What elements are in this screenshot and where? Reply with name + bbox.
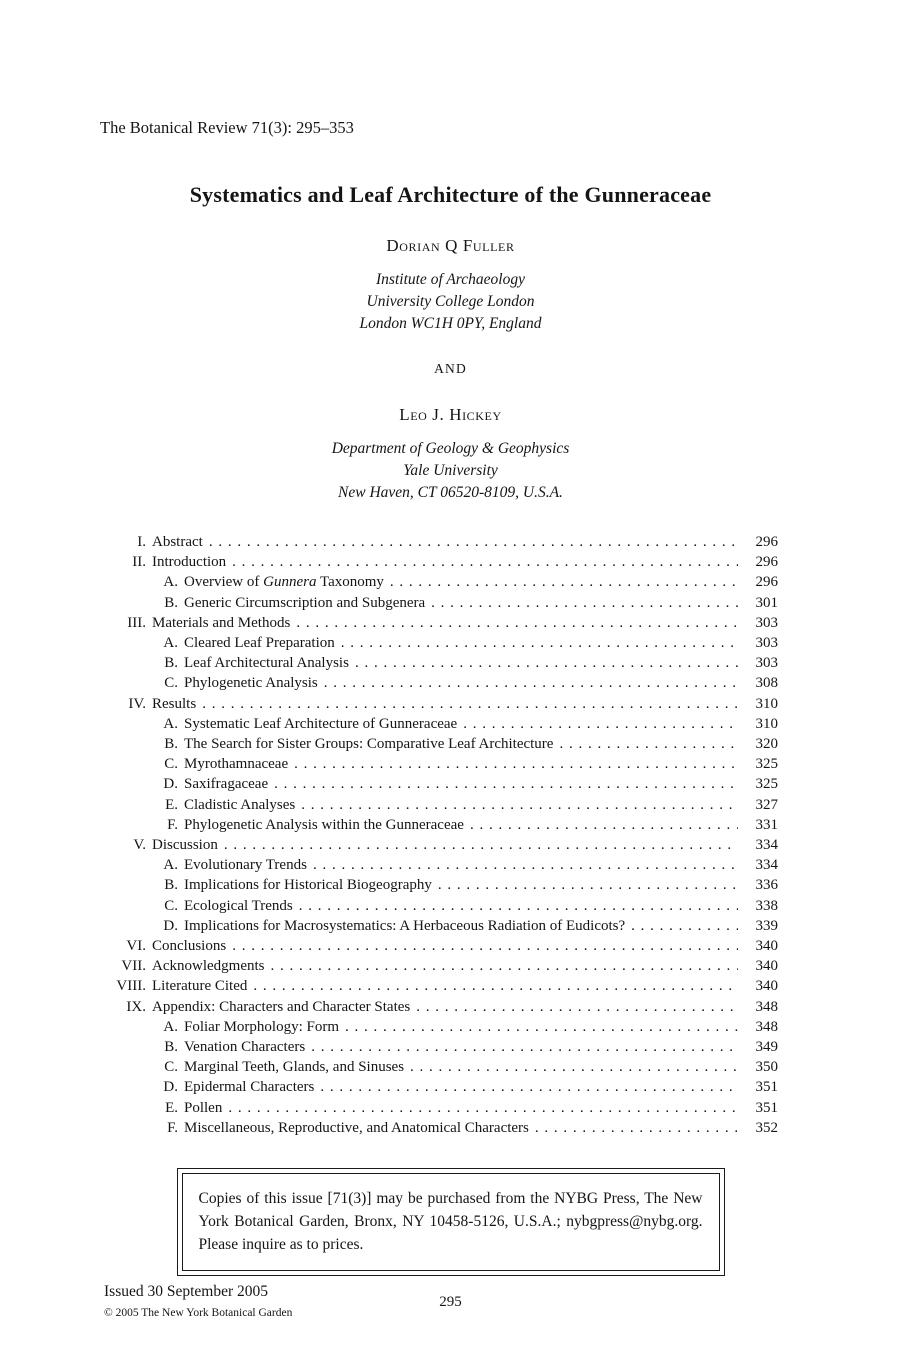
- toc-entry: [100, 1037, 778, 1057]
- toc-entry: [100, 734, 778, 754]
- affiliation-line: University College London: [366, 293, 535, 310]
- toc-entry-numeral: A.: [163, 1018, 178, 1035]
- toc-leader-dots: [202, 694, 738, 714]
- toc-entry-numeral: A.: [163, 857, 178, 874]
- toc-entry-label: Literature Cited: [152, 978, 248, 995]
- toc-entry-page: 296: [755, 574, 778, 591]
- toc-entry-page: 303: [755, 614, 778, 631]
- purchase-notice-box: [177, 1168, 725, 1276]
- toc-entry: [100, 714, 778, 734]
- toc-entry-numeral: B.: [164, 1039, 178, 1056]
- toc-entry-numeral: D.: [163, 776, 178, 793]
- toc-entry-page: 334: [755, 837, 778, 854]
- paper-title: Systematics and Leaf Architecture of the Gunneraceae: [189, 182, 712, 207]
- toc-entry: [100, 976, 778, 996]
- toc-entry-numeral: III.: [127, 614, 146, 631]
- toc-leader-dots: [294, 754, 738, 774]
- toc-entry-page: 350: [755, 1059, 778, 1076]
- toc-entry: [100, 532, 778, 552]
- toc-leader-dots: [345, 1017, 738, 1037]
- toc-entry: [100, 795, 778, 815]
- toc-entry-label: Introduction: [152, 554, 227, 571]
- page-number: 295: [439, 1294, 462, 1310]
- toc-entry: [100, 855, 778, 875]
- toc-entry-label: The Search for Sister Groups: Comparative Leaf Architecture: [184, 736, 554, 753]
- toc-leader-dots: [313, 855, 738, 875]
- toc-entry-numeral: IV.: [128, 695, 146, 712]
- toc-entry-label: Implications for Macrosystematics: A Herbaceous Radiation of Eudicots?: [184, 917, 626, 934]
- toc-entry-numeral: C.: [164, 897, 178, 914]
- toc-entry-page: 331: [755, 816, 778, 833]
- toc-entry-numeral: B.: [164, 736, 178, 753]
- toc-entry-page: 336: [755, 877, 778, 894]
- toc-entry-page: 310: [755, 715, 778, 732]
- toc-entry-page: 301: [755, 594, 778, 611]
- toc-entry-label: Miscellaneous, Reproductive, and Anatomical Characters: [184, 1119, 529, 1136]
- affiliation-line: Institute of Archaeology: [376, 271, 525, 288]
- toc-list: [100, 532, 778, 1138]
- toc-leader-dots: [274, 774, 738, 794]
- affiliation-line: Yale University: [403, 462, 498, 479]
- toc-entry-label: Abstract: [152, 534, 203, 550]
- toc-entry-label: Results: [152, 695, 197, 712]
- toc-entry-numeral: II.: [132, 554, 146, 571]
- toc-entry-numeral: C.: [164, 675, 178, 692]
- toc-entry-page: 352: [755, 1119, 778, 1136]
- toc-entry-numeral: E.: [165, 1099, 178, 1116]
- toc-entry-page: 338: [755, 897, 778, 914]
- toc-entry-numeral: B.: [164, 594, 178, 611]
- toc-entry: [100, 572, 778, 592]
- toc-entry-label: Myrothamnaceae: [184, 756, 289, 773]
- copyright-line: © 2005 The New York Botanical Garden: [104, 1307, 293, 1319]
- toc-entry-label: Marginal Teeth, Glands, and Sinuses: [184, 1059, 405, 1076]
- toc-entry-page: 340: [755, 938, 778, 955]
- toc-entry-label: Conclusions: [152, 938, 227, 955]
- toc-entry-label: Venation Characters: [184, 1039, 306, 1056]
- toc-entry: [100, 613, 778, 633]
- toc-entry-numeral: F.: [167, 1119, 178, 1136]
- toc-entry-page: 339: [755, 917, 778, 934]
- toc-entry-numeral: A.: [163, 635, 178, 652]
- toc-leader-dots: [320, 1077, 738, 1097]
- toc-leader-dots: [438, 875, 738, 895]
- toc-entry-label: Ecological Trends: [184, 897, 293, 914]
- toc-leader-dots: [232, 552, 738, 572]
- toc-entry: [100, 896, 778, 916]
- toc-entry-numeral: C.: [164, 756, 178, 773]
- toc-entry-numeral: D.: [163, 1079, 178, 1096]
- toc-entry: [100, 997, 778, 1017]
- toc-entry-page: 334: [755, 857, 778, 874]
- toc-leader-dots: [228, 1098, 738, 1118]
- toc-leader-dots: [232, 936, 738, 956]
- toc-entry: [100, 694, 778, 714]
- toc-entry-numeral: V.: [133, 837, 146, 854]
- toc-entry-label: Phylogenetic Analysis: [184, 675, 318, 692]
- toc-leader-dots: [311, 1037, 738, 1057]
- toc-entry: [100, 1098, 778, 1118]
- toc-entry-page: 349: [755, 1039, 778, 1056]
- toc-leader-dots: [355, 653, 738, 673]
- toc-leader-dots: [224, 835, 738, 855]
- toc-leader-dots: [470, 815, 738, 835]
- toc-leader-dots: [324, 673, 738, 693]
- toc-entry-label: Cladistic Analyses: [184, 796, 296, 813]
- toc-entry-label: Pollen: [184, 1099, 223, 1116]
- toc-leader-dots: [209, 532, 738, 552]
- toc-leader-dots: [631, 916, 738, 936]
- toc-leader-dots: [416, 997, 738, 1017]
- toc-entry: [100, 875, 778, 895]
- author-affiliation-2: [0, 438, 901, 504]
- toc-entry: [100, 916, 778, 936]
- toc-entry-numeral: F.: [167, 816, 178, 833]
- toc-entry-label: Foliar Morphology: Form: [184, 1018, 340, 1035]
- author-connector: AND: [434, 361, 467, 376]
- toc-entry-numeral: B.: [164, 655, 178, 672]
- affiliation-line: Department of Geology & Geophysics: [331, 440, 570, 457]
- toc-entry-page: 327: [755, 796, 778, 813]
- toc-entry: [100, 754, 778, 774]
- toc-entry-page: 310: [755, 695, 778, 712]
- toc-entry-numeral: I.: [137, 534, 146, 550]
- toc-entry: [100, 815, 778, 835]
- toc-entry-page: 348: [755, 998, 778, 1015]
- toc-entry-label: Saxifragaceae: [184, 776, 269, 793]
- toc-leader-dots: [299, 896, 738, 916]
- author-name-2: Leo J. Hickey: [399, 405, 502, 424]
- toc-leader-dots: [253, 976, 738, 996]
- toc-entry-numeral: C.: [164, 1059, 178, 1076]
- affiliation-line: London WC1H 0PY, England: [359, 315, 542, 332]
- toc-entry-page: 348: [755, 1018, 778, 1035]
- toc-entry-page: 296: [755, 554, 778, 571]
- journal-header: The Botanical Review 71(3): 295–353: [100, 118, 354, 137]
- toc-entry-label: Appendix: Characters and Character States: [152, 998, 411, 1015]
- toc-entry-numeral: IX.: [126, 998, 146, 1015]
- toc-entry: [100, 1017, 778, 1037]
- toc-entry-numeral: A.: [163, 715, 178, 732]
- toc-entry-page: 303: [755, 655, 778, 672]
- toc-leader-dots: [341, 633, 738, 653]
- issued-line: Issued 30 September 2005: [104, 1283, 269, 1300]
- toc-entry-page: 351: [755, 1099, 778, 1116]
- toc-entry: [100, 835, 778, 855]
- toc-entry: [100, 552, 778, 572]
- toc-entry-page: 303: [755, 635, 778, 652]
- affiliation-line: New Haven, CT 06520-8109, U.S.A.: [338, 484, 563, 501]
- toc-entry-page: 325: [755, 776, 778, 793]
- toc-entry-numeral: VII.: [121, 958, 146, 975]
- toc-entry-page: 320: [755, 736, 778, 753]
- purchase-notice-text: Copies of this issue [71(3)] may be purchased from the NYBG Press, The New York Botanical Garden, Bronx, NY 10458-5126, U.S.A.; nybgpress@nybg.org. Please inquire as to prices.: [198, 1190, 703, 1254]
- toc-entry: [100, 774, 778, 794]
- toc-entry-label: Systematic Leaf Architecture of Gunneraceae: [184, 715, 458, 732]
- toc-leader-dots: [431, 593, 738, 613]
- toc-entry-numeral: D.: [163, 917, 178, 934]
- toc-entry-label: Implications for Historical Biogeography: [184, 877, 432, 894]
- toc-leader-dots: [270, 956, 738, 976]
- notice-inner-border: [182, 1173, 720, 1271]
- toc-entry-numeral: VI.: [126, 938, 146, 955]
- author-name-1: Dorian Q Fuller: [386, 236, 515, 255]
- toc-entry-page: 296: [755, 534, 778, 550]
- toc-leader-dots: [463, 714, 738, 734]
- toc-leader-dots: [535, 1118, 738, 1138]
- toc-entry: [100, 956, 778, 976]
- toc-entry-label: Materials and Methods: [152, 614, 291, 631]
- toc-entry: [100, 1118, 778, 1138]
- toc-leader-dots: [296, 613, 738, 633]
- toc-entry-label: Epidermal Characters: [184, 1079, 315, 1096]
- toc-entry-label: Generic Circumscription and Subgenera: [184, 594, 426, 611]
- toc-entry-label: Cleared Leaf Preparation: [184, 635, 335, 652]
- toc-entry: [100, 936, 778, 956]
- toc-entry-page: 308: [755, 675, 778, 692]
- toc-leader-dots: [410, 1057, 738, 1077]
- toc-leader-dots: [301, 795, 738, 815]
- toc-entry: [100, 673, 778, 693]
- toc-entry-label: Evolutionary Trends: [184, 857, 307, 874]
- toc-entry-numeral: VIII.: [116, 978, 146, 995]
- toc-entry: [100, 633, 778, 653]
- toc-entry-label: Overview of Gunnera Taxonomy: [184, 574, 384, 591]
- toc-entry-numeral: B.: [164, 877, 178, 894]
- toc-entry-numeral: E.: [165, 796, 178, 813]
- toc-entry-page: 340: [755, 978, 778, 995]
- toc-entry-label: Leaf Architectural Analysis: [184, 655, 349, 672]
- toc-entry-page: 340: [755, 958, 778, 975]
- toc-entry-numeral: A.: [163, 574, 178, 591]
- toc-entry-page: 351: [755, 1079, 778, 1096]
- toc-entry-page: 325: [755, 756, 778, 773]
- toc-entry-label: Phylogenetic Analysis within the Gunneraceae: [184, 816, 464, 833]
- toc-leader-dots: [559, 734, 738, 754]
- toc-entry-label: Discussion: [152, 837, 218, 854]
- toc-entry: [100, 653, 778, 673]
- toc-leader-dots: [390, 572, 738, 592]
- toc-entry: [100, 1057, 778, 1077]
- author-affiliation-1: [0, 269, 901, 335]
- toc-entry: [100, 593, 778, 613]
- toc-entry: [100, 1077, 778, 1097]
- toc-entry-label: Acknowledgments: [152, 958, 265, 975]
